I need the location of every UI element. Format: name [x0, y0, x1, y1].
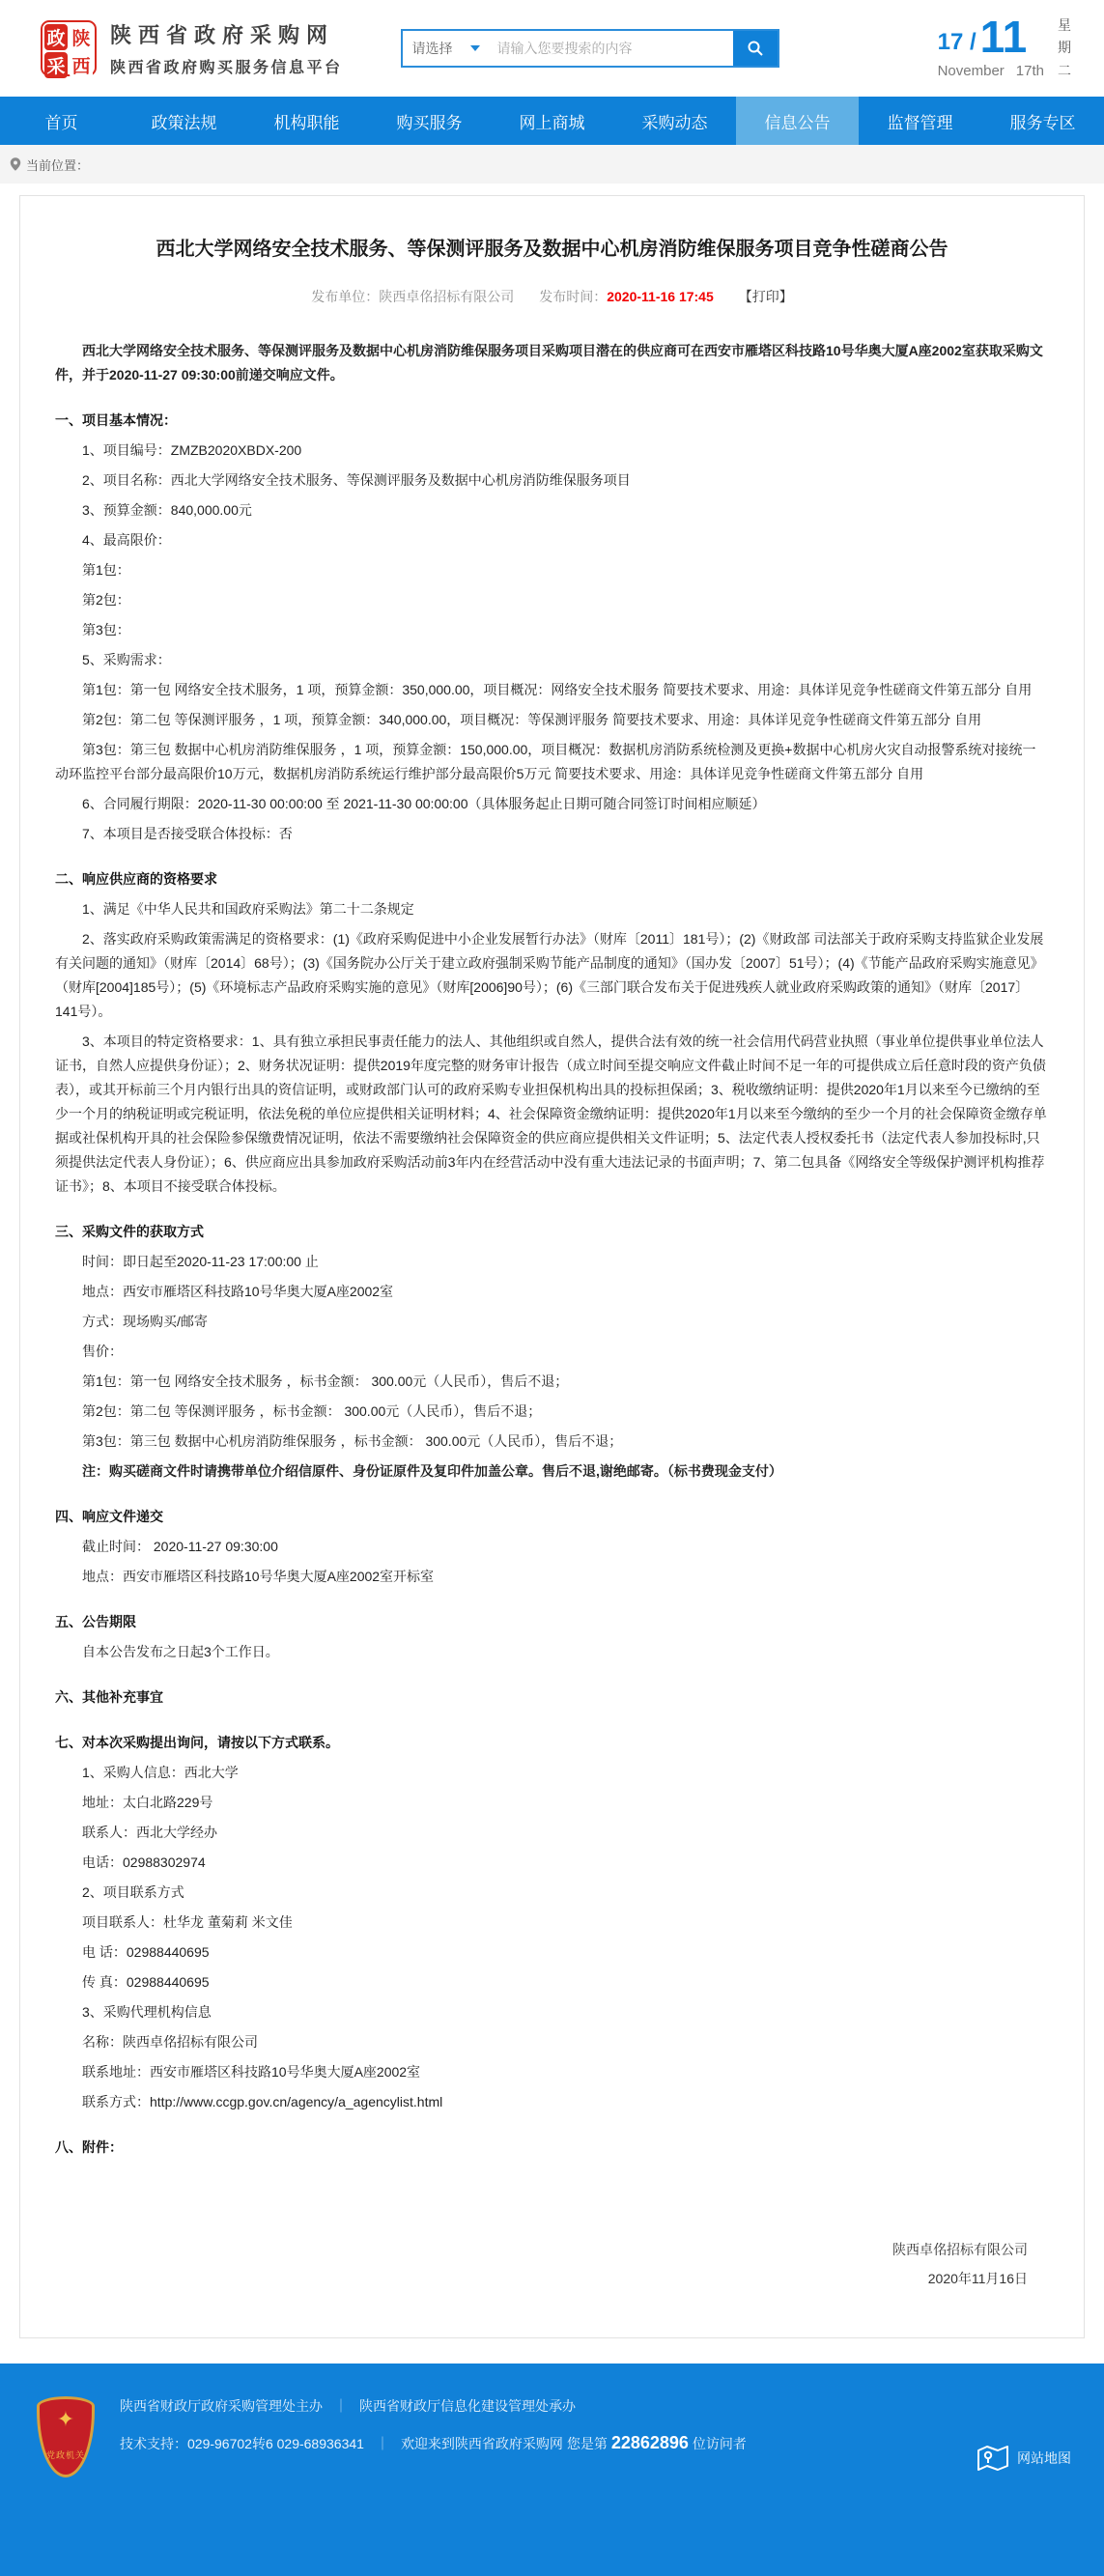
nav-item-announcements[interactable]: 信息公告 [736, 97, 859, 145]
article-paragraph: 地址：太白北路229号 [82, 1795, 213, 1810]
date-weekday [1058, 14, 1071, 81]
article-paragraph: 6、合同履行期限：2020-11-30 00:00:00 至 2021-11-30 00:00:00（具体服务起止日期可随合同签订时间相应顺延） [82, 796, 766, 811]
publish-time-label: 发布时间： [539, 289, 608, 304]
seal-char: 采 [44, 52, 68, 78]
breadcrumb-label: 当前位置： [26, 157, 90, 173]
date-day: 17 / [937, 28, 977, 55]
article-paragraph: 联系地址：西安市雁塔区科技路10号华奥大厦A座2002室 [82, 2064, 421, 2080]
badge-emblem-icon: ✦ [56, 2407, 75, 2431]
date-month-en: November [937, 62, 1005, 79]
article-paragraph: 传 真：02988440695 [82, 1974, 210, 1990]
nav-item-purchase-service[interactable]: 购买服务 [396, 113, 463, 132]
date-english [938, 63, 1044, 79]
footer-welcome [401, 2433, 747, 2453]
footer-separator: ｜ [375, 2435, 389, 2451]
publisher-label: 发布单位： [311, 289, 380, 304]
article-section-heading: 五、公告期限 [55, 1614, 136, 1629]
footer-visitor-suffix: 位访问者 [692, 2436, 747, 2451]
article-paragraph: 第1包：第一包 网络安全技术服务 ，标书金额： 300.00元（人民币），售后不退； [82, 1373, 569, 1389]
site-logo[interactable] [41, 19, 343, 77]
article-paragraph: 第1包：第一包 网络安全技术服务，1 项，预算金额：350,000.00，项目概况：网络安全技术服务 简要技术要求、用途：具体详见竞争性磋商文件第五部分 自用 [82, 682, 1033, 697]
seal-char: 政 [44, 24, 68, 50]
article-paragraph: 3、预算金额：840,000.00元 [82, 502, 252, 518]
footer-separator: ｜ [334, 2398, 348, 2414]
date-main [937, 12, 1044, 79]
article-paragraph: 第1包： [82, 562, 130, 578]
article-paragraph: 注：购买磋商文件时请携带单位介绍信原件、身份证原件及复印件加盖公章。售后不退,谢绝邮寄。（标书费现金支付） [82, 1463, 782, 1479]
site-subtitle: 陕西省政府购买服务信息平台 [110, 60, 343, 76]
article-paragraph: 地点：西安市雁塔区科技路10号华奥大厦A座2002室开标室 [82, 1569, 435, 1584]
article-paragraph: 联系方式：http://www.ccgp.gov.cn/agency/a_agencylist.html [82, 2094, 443, 2109]
search-category-select[interactable] [403, 31, 488, 66]
badge-text: 党政机关 [45, 2450, 85, 2460]
page-title: 西北大学网络安全技术服务、等保测评服务及数据中心机房消防维保服务项目竞争性磋商公告 [156, 239, 948, 260]
nav-item-supervision[interactable]: 监督管理 [887, 113, 953, 132]
article-section-heading: 二、响应供应商的资格要求 [55, 871, 217, 887]
seal-char: 陕 [70, 24, 93, 50]
visitor-count: 22862896 [610, 2433, 689, 2452]
search-button[interactable] [733, 31, 778, 66]
article-paragraph: 售价： [82, 1344, 123, 1359]
date-widget [938, 14, 1071, 81]
footer-welcome-text: 欢迎来到陕西省政府采购网 您是第 [400, 2436, 608, 2451]
article-paragraph: 名称：陕西卓佲招标有限公司 [82, 2034, 258, 2050]
footer-line-1 [120, 2396, 747, 2416]
article-paragraph: 7、本项目是否接受联合体投标：否 [82, 826, 293, 841]
footer-co-organizer: 陕西省财政厅信息化建设管理处承办 [359, 2398, 576, 2414]
search-category-label: 请选择 [411, 41, 453, 56]
article-paragraph: 截止时间： 2020-11-27 09:30:00 [82, 1539, 278, 1554]
signature-company: 陕西卓佲招标有限公司 [892, 2242, 1028, 2257]
sitemap-icon [977, 2445, 1009, 2472]
article-paragraph: 2、项目名称：西北大学网络安全技术服务、等保测评服务及数据中心机房消防维保服务项目 [82, 472, 631, 488]
date-month: 11 [979, 12, 1028, 63]
article-paragraph: 1、满足《中华人民共和国政府采购法》第二十二条规定 [82, 901, 414, 917]
article-section-heading: 三、采购文件的获取方式 [55, 1224, 204, 1239]
site-title: 陕西省政府采购网 [110, 23, 335, 47]
article-paragraph: 自本公告发布之日起3个工作日。 [82, 1644, 279, 1659]
article-body [55, 339, 1049, 2160]
publish-time-value: 2020-11-16 17:45 [607, 289, 714, 304]
chevron-down-icon [470, 45, 480, 51]
article-section-heading: 四、响应文件递交 [55, 1509, 163, 1524]
site-titles [110, 19, 343, 77]
main-nav [0, 97, 1104, 145]
footer-tech-support: 技术支持：029-96702转6 029-68936341 [120, 2435, 364, 2451]
seal-char: 西 [70, 52, 93, 78]
article-paragraph: 5、采购需求： [82, 652, 171, 667]
article-paragraph: 第2包： [82, 592, 130, 608]
article-paragraph: 第3包： [82, 622, 130, 637]
article-paragraph: 方式：现场购买/邮寄 [82, 1314, 208, 1329]
article-paragraph: 第2包：第二包 等保测评服务 ，1 项，预算金额：340,000.00，项目概况：等保测评服务 简要技术要求、用途：具体详见竞争性磋商文件第五部分 自用 [82, 712, 982, 727]
weekday-char: 星 [1058, 17, 1071, 34]
nav-item-procurement-news[interactable]: 采购动态 [641, 113, 708, 132]
location-pin-icon [10, 156, 21, 172]
article-section-heading: 六、其他补充事宜 [55, 1689, 163, 1705]
article-card [19, 195, 1085, 2338]
article-paragraph: 西北大学网络安全技术服务、等保测评服务及数据中心机房消防维保服务项目采购项目潜在的供应商可在西安市雁塔区科技路10号华奥大厦A座2002室获取采购文件，并于2020-11-27 09:30:00前递交响应文件。 [55, 343, 1043, 382]
nav-item-functions[interactable]: 机构职能 [273, 113, 340, 132]
breadcrumb [0, 145, 1104, 184]
search-bar [401, 29, 779, 68]
date-day-en: 17th [1015, 62, 1044, 79]
article-paragraph: 电话：02988302974 [82, 1854, 206, 1870]
nav-item-policy[interactable]: 政策法规 [151, 113, 217, 132]
footer-line-2 [120, 2433, 747, 2453]
article-paragraph: 电 话：02988440695 [82, 1944, 210, 1960]
signature-date: 2020年11月16日 [927, 2271, 1028, 2286]
article-paragraph: 3、本项目的特定资格要求：1、具有独立承担民事责任能力的法人、其他组织或自然人，提供合法有效的统一社会信用代码营业执照（事业单位提供事业单位法人证书，自然人应提供身份证）；2、财务状况证明：提供2019年度完整的财务审计报告（成立时间至提交响应文件截止时间不足一年的可提供成立后任意时段的资产负债表），或其开标前三个月内银行出具的资信证明，或财政部门认可的政府采购专业担保机构出具的投标担保函；3、税收缴纳证明：提供2020年1月以来至今已缴纳的至少一个月的纳税证明或完税证明，依法免税的单位应提供相关证明材料；4、社会保障资金缴纳证明：提供2020年1月以来至今缴纳的至少一个月的社会保障资金缴存单据或社保机构开具的社会保险参保缴费情况证明，依法不需要缴纳社会保障资金的供应商应提供相关文件证明；5、法定代表人授权委托书（法定代表人参加投标时,只须提供法定代表人身份证）；6、供应商应出具参加政府采购活动前3年内在经营活动中没有重大违法记录的书面声明；7、第二包具备《网络安全等级保护测评机构推荐证书》；8、本项目不接受联合体投标。 [55, 1033, 1047, 1194]
article-paragraph: 2、项目联系方式 [82, 1884, 184, 1900]
article-section-heading: 七、对本次采购提出询问，请按以下方式联系。 [55, 1735, 339, 1750]
government-badge-icon [37, 2396, 95, 2477]
article-meta [55, 287, 1049, 322]
article-paragraph: 1、项目编号：ZMZB2020XBDX-200 [82, 442, 302, 458]
article-paragraph: 时间：即日起至2020-11-23 17:00:00 止 [82, 1254, 319, 1269]
sitemap-link[interactable] [977, 2445, 1071, 2472]
search-icon [747, 40, 764, 57]
weekday-char: 二 [1058, 62, 1071, 78]
nav-item-online-mall[interactable]: 网上商城 [519, 113, 585, 132]
article-paragraph: 项目联系人：杜华龙 董菊莉 米文佳 [82, 1914, 293, 1930]
site-footer [0, 2364, 1104, 2576]
print-button[interactable]: 【打印】 [738, 289, 793, 304]
site-logo-seal-icon [41, 20, 97, 76]
article-section-heading: 一、项目基本情况： [55, 412, 177, 428]
site-header [0, 0, 1104, 97]
article-paragraph: 1、采购人信息：西北大学 [82, 1765, 239, 1780]
nav-item-home[interactable]: 首页 [44, 113, 78, 132]
article-paragraph: 第3包：第三包 数据中心机房消防维保服务 ，标书金额： 300.00元（人民币），售后不退； [82, 1433, 623, 1449]
weekday-char: 期 [1058, 40, 1071, 56]
date-numbers [937, 12, 1044, 63]
footer-text [120, 2396, 747, 2576]
article-section-heading: 八、附件： [55, 2139, 123, 2155]
nav-item-service-zone[interactable]: 服务专区 [1009, 113, 1076, 132]
article-paragraph: 联系人：西北大学经办 [82, 1825, 217, 1840]
article-paragraph: 第2包：第二包 等保测评服务 ，标书金额： 300.00元（人民币），售后不退； [82, 1403, 542, 1419]
article-paragraph: 第3包：第三包 数据中心机房消防维保服务 ，1 项，预算金额：150,000.00，项目概况：数据机房消防系统检测及更换+数据中心机房火灾自动报警系统对接统一动环监控平台部分最高限价10万元，数据机房消防系统运行维护部分最高限价5万元 简要技术要求、用途：具体详见竞争性磋商文件第五部分 自用 [55, 742, 1036, 781]
article-signature [55, 2235, 1049, 2293]
article-paragraph: 3、采购代理机构信息 [82, 2004, 212, 2020]
search-input[interactable] [488, 31, 733, 66]
sitemap-label: 网站地图 [1017, 2450, 1071, 2466]
footer-organizer: 陕西省财政厅政府采购管理处主办 [120, 2398, 323, 2414]
article-paragraph: 2、落实政府采购政策需满足的资格要求：(1)《政府采购促进中小企业发展暂行办法》（财库〔2011〕181号）；(2)《财政部 司法部关于政府采购支持监狱企业发展有关问题的通知》（财库〔2014〕68号）；(3)《国务院办公厅关于建立政府强制采购节能产品制度的通知》（国办发〔2007〕51号）；(4)《节能产品政府采购实施意见》（财库[2004]185号）；(5)《环境标志产品政府采购实施的意见》（财库[2006]90号）；(6)《三部门联合发布关于促进残疾人就业政府采购政策的通知》（财库〔2017〕141号）。 [55, 931, 1044, 1019]
article-paragraph: 4、最高限价： [82, 532, 171, 548]
article-paragraph: 地点：西安市雁塔区科技路10号华奥大厦A座2002室 [82, 1284, 394, 1299]
publisher-value: 陕西卓佲招标有限公司 [379, 289, 515, 304]
